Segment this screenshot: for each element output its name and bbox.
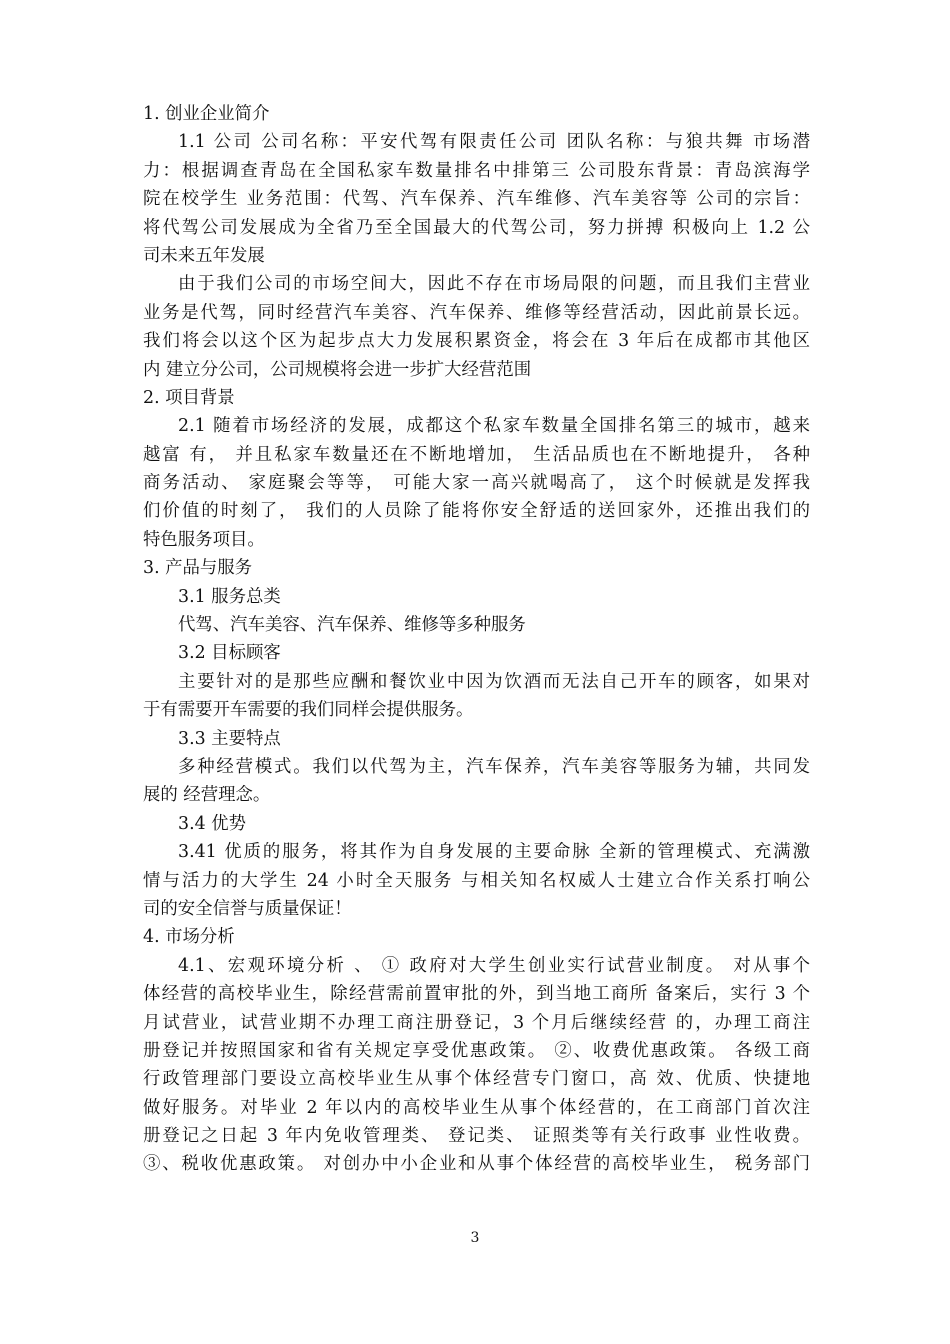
text-line: 我们将会以这个区为起步点大力发展积累资金，将会在 3 年后在成都市其他区 [143,331,810,352]
text-line: 代驾、汽车美容、汽车保养、维修等多种服务 [178,615,526,636]
document-body [143,100,810,1179]
text-line: 情与活力的大学生 24 小时全天服务 与相关知名权威人士建立合作关系打响公 [143,870,810,891]
text-line: 主要针对的是那些应酬和餐饮业中因为饮酒而无法自己开车的顾客，如果对 [178,671,810,692]
text-line: 1.1 公司 公司名称：平安代驾有限责任公司 团队名称：与狼共舞 市场潜 [178,132,810,153]
text-line: 册登记之日起 3 年内免收管理类、 登记类、 证照类等有关行政事 业性收费。 [143,1126,810,1147]
page-number: 3 [470,1230,480,1246]
section-heading: 1. 创业企业简介 [143,104,270,124]
text-line: 3.2 目标顾客 [178,643,281,664]
text-line: 由于我们公司的市场空间大，因此不存在市场局限的问题，而且我们主营业 [178,274,810,295]
text-line: 行政管理部门要设立高校毕业生从事个体经营专门窗口，高 效、优质、快捷地 [143,1069,810,1090]
section-heading: 3. 产品与服务 [143,558,253,579]
text-line: 越富 有， 并且私家车数量还在不断地增加， 生活品质也在不断地提升， 各种 [143,444,810,465]
text-line: 月试营业，试营业期不办理工商注册登记，3 个月后继续经营 的，办理工商注 [143,1012,810,1033]
text-line: 商务活动、 家庭聚会等等， 可能大家一高兴就喝高了， 这个时候就是发挥我 [143,473,810,494]
text-line: 册登记并按照国家和省有关规定享受优惠政策。 ②、收费优惠政策。 各级工商 [143,1040,810,1061]
text-line: 将代驾公司发展成为全省乃至全国最大的代驾公司，努力拼搏 积极向上 1.2 公 [143,217,810,238]
text-line: 多种经营模式。我们以代驾为主，汽车保养，汽车美容等服务为辅，共同发 [178,756,810,777]
text-line: 于有需要开车需要的我们同样会提供服务。 [143,700,474,721]
text-line: 业务是代驾，同时经营汽车美容、汽车保养、维修等经营活动，因此前景长远。 [143,302,810,323]
text-line: 2.1 随着市场经济的发展，成都这个私家车数量全国排名第三的城市，越来 [178,416,810,437]
text-line: 3.1 服务总类 [178,586,281,607]
text-line: 司的安全信誉与质量保证！ [143,898,352,919]
section-heading: 2. 项目背景 [143,387,235,408]
text-line: 3.41 优质的服务，将其作为自身发展的主要命脉 全新的管理模式、充满激 [178,842,810,863]
section-heading: 4. 市场分析 [143,927,235,948]
text-line: 内 建立分公司，公司规模将会进一步扩大经营范围 [143,359,532,380]
text-line: 4.1、宏观环境分析 、 ① 政府对大学生创业实行试营业制度。 对从事个 [178,955,810,976]
text-line: 院在校学生 业务范围：代驾、汽车保养、汽车维修、汽车美容等 公司的宗旨： [143,189,810,210]
text-line: 3.4 优势 [178,813,246,834]
text-line: 做好服务。对毕业 2 年以内的高校毕业生从事个体经营的，在工商部门首次注 [143,1097,810,1118]
text-line: 司未来五年发展 [143,245,265,266]
text-line: 特色服务项目。 [143,529,265,550]
text-line: 体经营的高校毕业生，除经营需前置审批的外，到当地工商所 备案后，实行 3 个 [143,984,810,1005]
text-line: ③、税收优惠政策。 对创办中小企业和从事个体经营的高校毕业生， 税务部门 [143,1154,810,1175]
text-line: 力：根据调查青岛在全国私家车数量排名中排第三 公司股东背景：青岛滨海学 [143,160,810,181]
text-line: 3.3 主要特点 [178,728,281,749]
text-line: 们价值的时刻了， 我们的人员除了能将你安全舒适的送回家外，还推出我们的 [143,501,810,522]
text-line: 展的 经营理念。 [143,785,271,806]
